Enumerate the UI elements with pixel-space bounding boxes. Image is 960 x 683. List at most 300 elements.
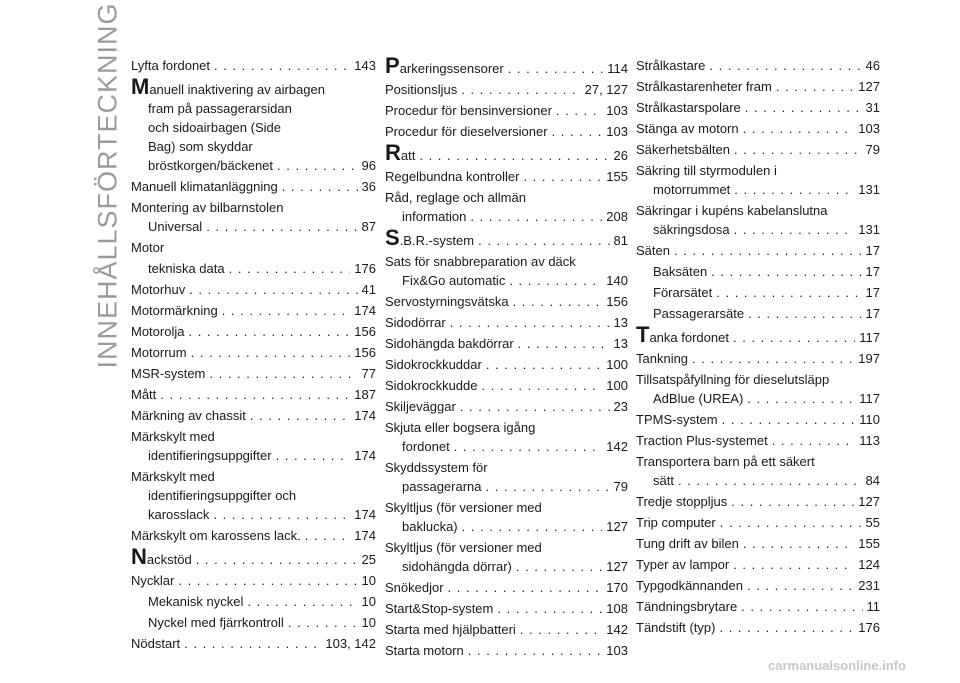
index-entry [636, 431, 880, 450]
entry-label: Baksäten [653, 264, 708, 279]
page-number: 79 [613, 479, 628, 494]
index-entry [131, 385, 376, 404]
entry-label: Motorrum [131, 345, 187, 360]
page-number: 197 [858, 351, 880, 366]
index-entry [131, 322, 376, 341]
entry-label: Säten [636, 243, 670, 258]
dot-leader [196, 550, 358, 569]
index-entry-line [636, 283, 880, 302]
page-number: 176 [354, 261, 376, 276]
page-number: 127 [606, 519, 628, 534]
entry-text [653, 304, 744, 323]
index-entry-line [636, 513, 880, 532]
dot-leader [747, 389, 855, 408]
entry-label: Typgodkännanden [636, 578, 743, 593]
entry-text [636, 597, 737, 616]
entry-text [653, 262, 707, 281]
page-number: 10 [361, 573, 376, 588]
page-number: 41 [361, 282, 376, 297]
index-entry-line [636, 180, 880, 199]
page-number: 231 [858, 578, 880, 593]
dot-leader [520, 620, 603, 639]
dot-leader [189, 280, 357, 299]
entry-label: tekniska data [148, 261, 225, 276]
entry-text [636, 161, 777, 180]
index-entry-line [636, 410, 880, 429]
dot-leader [720, 513, 862, 532]
index-entry [636, 492, 880, 511]
index-entry-line [385, 376, 628, 395]
entry-label: identifieringsuppgifter och [148, 488, 297, 503]
entry-label: Märkskylt om karossens lack. [131, 528, 301, 543]
dot-leader [709, 56, 861, 75]
index-entry [131, 56, 376, 75]
entry-label: MSR-system [131, 366, 206, 381]
entry-label: Sats för snabbreparation av däck [385, 254, 576, 269]
dot-leader [470, 207, 602, 226]
index-entry [131, 613, 376, 632]
entry-label: Tillsatspåfyllning för dieselutsläpp [636, 372, 830, 387]
entry-text [385, 376, 478, 395]
entry-label: Tredje stoppljus [636, 494, 728, 509]
dot-leader [734, 140, 862, 159]
entry-text [653, 389, 743, 408]
index-entry-line [131, 634, 376, 653]
entry-label: Skyltljus (för versioner med [385, 540, 542, 555]
index-entry-line [636, 431, 880, 450]
entry-text [385, 292, 509, 311]
page-number: 110 [859, 412, 880, 427]
dot-leader [748, 304, 861, 323]
dot-leader [731, 492, 854, 511]
index-entry-line [385, 101, 628, 120]
dot-leader [743, 534, 854, 553]
entry-text [131, 343, 187, 362]
index-entry-line [385, 225, 628, 250]
index-entry [385, 313, 628, 332]
entry-text [131, 364, 205, 383]
entry-label: Skyddssystem för [385, 460, 488, 475]
entry-text [636, 201, 828, 220]
dot-leader [305, 526, 351, 545]
dot-leader [513, 292, 603, 311]
entry-label: Snökedjor [385, 580, 444, 595]
section-letter: N [131, 544, 147, 569]
dot-leader [734, 220, 855, 239]
index-entry-line [385, 271, 628, 290]
entry-text [385, 188, 526, 207]
index-entry-line [636, 241, 880, 260]
entry-label: Tankning [636, 351, 689, 366]
dot-leader [478, 231, 609, 250]
entry-text [653, 180, 730, 199]
entry-text [385, 355, 482, 374]
entry-label: Regelbundna kontroller [385, 169, 520, 184]
index-entry-line [131, 385, 376, 404]
page-number: 156 [606, 294, 628, 309]
dot-leader [222, 301, 351, 320]
index-entry-line [131, 427, 376, 446]
page-number: 174 [354, 303, 376, 318]
entry-text [385, 53, 504, 78]
entry-text [131, 74, 325, 99]
page-number: 17 [865, 264, 880, 279]
page-number: 13 [613, 315, 628, 330]
dot-leader [745, 98, 862, 117]
index-entry-line [131, 118, 376, 137]
index-entry-line [385, 517, 628, 536]
page-number: 81 [613, 233, 628, 248]
index-entry-line [385, 292, 628, 311]
dot-leader [734, 180, 854, 199]
page-number: 156 [354, 345, 376, 360]
entry-text [131, 406, 246, 425]
entry-text [636, 576, 743, 595]
entry-label: Procedur för dieselversioner [385, 124, 548, 139]
entry-text [636, 534, 739, 553]
entry-label: Sidodörrar [385, 315, 446, 330]
entry-text [148, 446, 272, 465]
dot-leader [454, 437, 603, 456]
page-number: 103 [858, 121, 880, 136]
dot-leader [462, 517, 603, 536]
index-entry-line [131, 259, 376, 278]
index-entry-line [131, 217, 376, 236]
entry-text [131, 238, 164, 257]
entry-text [402, 557, 512, 576]
index-entry [385, 252, 628, 290]
dot-leader [523, 167, 602, 186]
index-entry-line [636, 56, 880, 75]
index-entry [636, 576, 880, 595]
index-entry [636, 618, 880, 637]
entry-text [148, 137, 253, 156]
watermark: carmanualsonline.info [768, 658, 906, 673]
entry-label: Starta med hjälpbatteri [385, 622, 516, 637]
index-entry-line [636, 220, 880, 239]
page-number: 31 [865, 100, 880, 115]
section-letter: T [636, 322, 650, 347]
page-number: 127 [858, 79, 880, 94]
index-entry-line [636, 322, 880, 347]
index-entry [131, 634, 376, 653]
entry-label: arkeringssensorer [399, 61, 504, 76]
entry-text [636, 241, 670, 260]
entry-text [148, 592, 243, 611]
section-title [88, 1, 128, 369]
entry-label: Universal [148, 219, 203, 234]
entry-text [385, 418, 535, 437]
entry-label: Sidohängda bakdörrar [385, 336, 514, 351]
entry-text [385, 578, 444, 597]
index-entry [131, 74, 376, 175]
dot-leader [448, 578, 603, 597]
entry-label: Märkskylt med [131, 429, 215, 444]
index-entry-line [385, 458, 628, 477]
entry-text [636, 349, 688, 368]
index-entry-line [385, 620, 628, 639]
page-number: 114 [607, 61, 628, 76]
index-entry [385, 225, 628, 250]
page-number: 174 [354, 507, 376, 522]
page-number: 77 [361, 366, 376, 381]
index-entry-line [385, 207, 628, 226]
dot-leader [247, 592, 357, 611]
dot-leader [711, 262, 861, 281]
entry-label: Säkring till styrmodulen i [636, 163, 777, 178]
entry-text [385, 225, 475, 250]
page-number: 117 [859, 391, 880, 406]
index-entry-line [131, 137, 376, 156]
index-entry-line [636, 349, 880, 368]
index-entry-line [636, 161, 880, 180]
page-number: 131 [858, 222, 880, 237]
index-entry [385, 355, 628, 374]
page-number: 142 [606, 622, 628, 637]
index-entry-line [636, 77, 880, 96]
entry-label: Tung drift av bilen [636, 536, 739, 551]
entry-label: passagerarna [402, 479, 482, 494]
entry-text [402, 517, 458, 536]
dot-leader [184, 634, 321, 653]
page-number: 96 [361, 158, 376, 173]
index-entry [385, 578, 628, 597]
entry-label: Lyfta fordonet [131, 58, 211, 73]
dot-leader [518, 334, 610, 353]
index-entry [636, 140, 880, 159]
entry-label: .B.R.-system [399, 233, 475, 248]
index-entry [636, 77, 880, 96]
entry-label: sidohängda dörrar) [402, 559, 512, 574]
dot-leader [250, 406, 350, 425]
entry-text [131, 322, 184, 341]
entry-text [148, 118, 281, 137]
index-entry-line [131, 343, 376, 362]
entry-text [636, 322, 729, 347]
index-entry-line [385, 578, 628, 597]
entry-label: säkringsdosa [653, 222, 730, 237]
page-number: 87 [361, 219, 376, 234]
entry-text [385, 252, 576, 271]
entry-label: identifieringsuppgifter [148, 448, 272, 463]
entry-label: Typer av lampor [636, 557, 730, 572]
index-entry-line [131, 177, 376, 196]
entry-text [131, 634, 180, 653]
page-number: 124 [858, 557, 880, 572]
section-letter: R [385, 140, 401, 165]
entry-text [148, 217, 202, 236]
page-number: 127 [858, 494, 880, 509]
index-entry [385, 620, 628, 639]
index-entry-line [385, 140, 628, 165]
index-entry [131, 427, 376, 465]
entry-label: Nyckel med fjärrkontroll [148, 615, 284, 630]
index-entry [636, 201, 880, 239]
index-entry [131, 526, 376, 545]
entry-text [131, 427, 215, 446]
index-entry-line [636, 471, 880, 490]
page-number: 143 [354, 58, 376, 73]
entry-text [636, 56, 705, 75]
index-entry-line [131, 74, 376, 99]
entry-text [402, 271, 505, 290]
entry-label: fordonet [402, 439, 450, 454]
page-number: 25 [361, 552, 376, 567]
entry-text [131, 56, 210, 75]
index-entry [131, 364, 376, 383]
dot-leader [288, 613, 358, 632]
entry-text [385, 334, 514, 353]
index-entry [385, 80, 628, 99]
page-number: 100 [606, 357, 628, 372]
page-number: 117 [859, 330, 880, 345]
dot-leader [743, 119, 855, 138]
page-number: 131 [858, 182, 880, 197]
entry-text [131, 198, 283, 217]
index-entry [636, 597, 880, 616]
index-entry [636, 241, 880, 260]
dot-leader [486, 355, 602, 374]
index-entry-line [636, 389, 880, 408]
page-number: 140 [606, 273, 628, 288]
page-number: 79 [865, 142, 880, 157]
entry-label: Tändstift (typ) [636, 620, 716, 635]
page-number: 208 [606, 209, 628, 224]
index-entry-line [385, 418, 628, 437]
index-entry-line [385, 80, 628, 99]
entry-label: motorrummet [653, 182, 731, 197]
index-entry [636, 555, 880, 574]
index-entry-line [385, 477, 628, 496]
index-entry-line [636, 262, 880, 281]
index-entry [636, 370, 880, 408]
index-entry [385, 140, 628, 165]
entry-label: Start&Stop-system [385, 601, 494, 616]
index-entry-line [385, 167, 628, 186]
entry-text [148, 613, 284, 632]
index-entry-line [131, 486, 376, 505]
dot-leader [277, 156, 358, 175]
entry-label: Säkringar i kupéns kabelanslutna [636, 203, 828, 218]
page-number: 46 [865, 58, 880, 73]
index-entry-line [636, 370, 880, 389]
dot-leader [552, 122, 603, 141]
dot-leader [276, 446, 351, 465]
index-entry [636, 410, 880, 429]
entry-label: Strålkastarspolare [636, 100, 741, 115]
entry-text [636, 492, 727, 511]
entry-text [385, 498, 542, 517]
dot-leader [213, 505, 350, 524]
page-number: 174 [354, 528, 376, 543]
entry-text [402, 477, 482, 496]
dot-leader [209, 364, 357, 383]
index-entry [131, 238, 376, 257]
entry-text [653, 283, 712, 302]
index-entry-line [385, 334, 628, 353]
index-column-1 [131, 56, 376, 655]
entry-text [148, 99, 292, 118]
entry-label: Strålkastare [636, 58, 706, 73]
index-entry-line [636, 555, 880, 574]
page-number: 10 [361, 594, 376, 609]
page-number: 36 [361, 179, 376, 194]
page-number: 84 [865, 473, 880, 488]
entry-label: Motorhuv [131, 282, 186, 297]
index-entry-line [636, 98, 880, 117]
page-number: 156 [354, 324, 376, 339]
entry-label: karosslack [148, 507, 210, 522]
entry-label: Säkerhetsbälten [636, 142, 730, 157]
index-entry-line [385, 355, 628, 374]
index-entry [636, 322, 880, 347]
entry-text [636, 410, 718, 429]
entry-label: bröstkorgen/bäckenet [148, 158, 274, 173]
page-number: 17 [865, 243, 880, 258]
page-number: 176 [858, 620, 880, 635]
entry-text [131, 526, 301, 545]
entry-text [385, 397, 456, 416]
index-entry-line [385, 122, 628, 141]
dot-leader [509, 271, 602, 290]
entry-text [636, 555, 729, 574]
index-entry [385, 334, 628, 353]
page-number: 10 [361, 615, 376, 630]
entry-text [636, 452, 815, 471]
entry-text [148, 259, 225, 278]
entry-text [385, 101, 552, 120]
index-entry-line [385, 313, 628, 332]
section-letter: S [385, 225, 400, 250]
entry-text [636, 370, 829, 389]
index-entry-line [636, 576, 880, 595]
index-entry [385, 376, 628, 395]
entry-label: Nödstart [131, 636, 181, 651]
index-entry [131, 571, 376, 590]
index-entry-line [636, 597, 880, 616]
index-entry-line [636, 201, 880, 220]
dot-leader [191, 343, 351, 362]
dot-leader [733, 555, 854, 574]
index-entry [385, 599, 628, 618]
index-column-2 [385, 53, 628, 662]
index-entry [636, 262, 880, 281]
dot-leader [719, 618, 854, 637]
page-number: 103 [606, 124, 628, 139]
index-entry [385, 498, 628, 536]
entry-label: Passagerarsäte [653, 306, 745, 321]
dot-leader [460, 397, 610, 416]
entry-label: Skyltljus (för versioner med [385, 500, 542, 515]
index-entry [385, 641, 628, 660]
index-entry [636, 98, 880, 117]
page-number: 23 [613, 399, 628, 414]
page-number: 155 [606, 169, 628, 184]
index-entry [636, 119, 880, 138]
section-letter: M [131, 74, 150, 99]
page-number: 127 [606, 559, 628, 574]
dot-leader [461, 80, 580, 99]
index-entry [636, 56, 880, 75]
dot-leader [482, 376, 603, 395]
index-entry-line [385, 53, 628, 78]
entry-label: anuell inaktivering av airbagen [149, 82, 325, 97]
page-number: 174 [354, 408, 376, 423]
entry-label: TPMS-system [636, 412, 718, 427]
index-entry-line [385, 397, 628, 416]
page-number: 113 [859, 433, 880, 448]
entry-label: Procedur för bensinversioner [385, 103, 552, 118]
